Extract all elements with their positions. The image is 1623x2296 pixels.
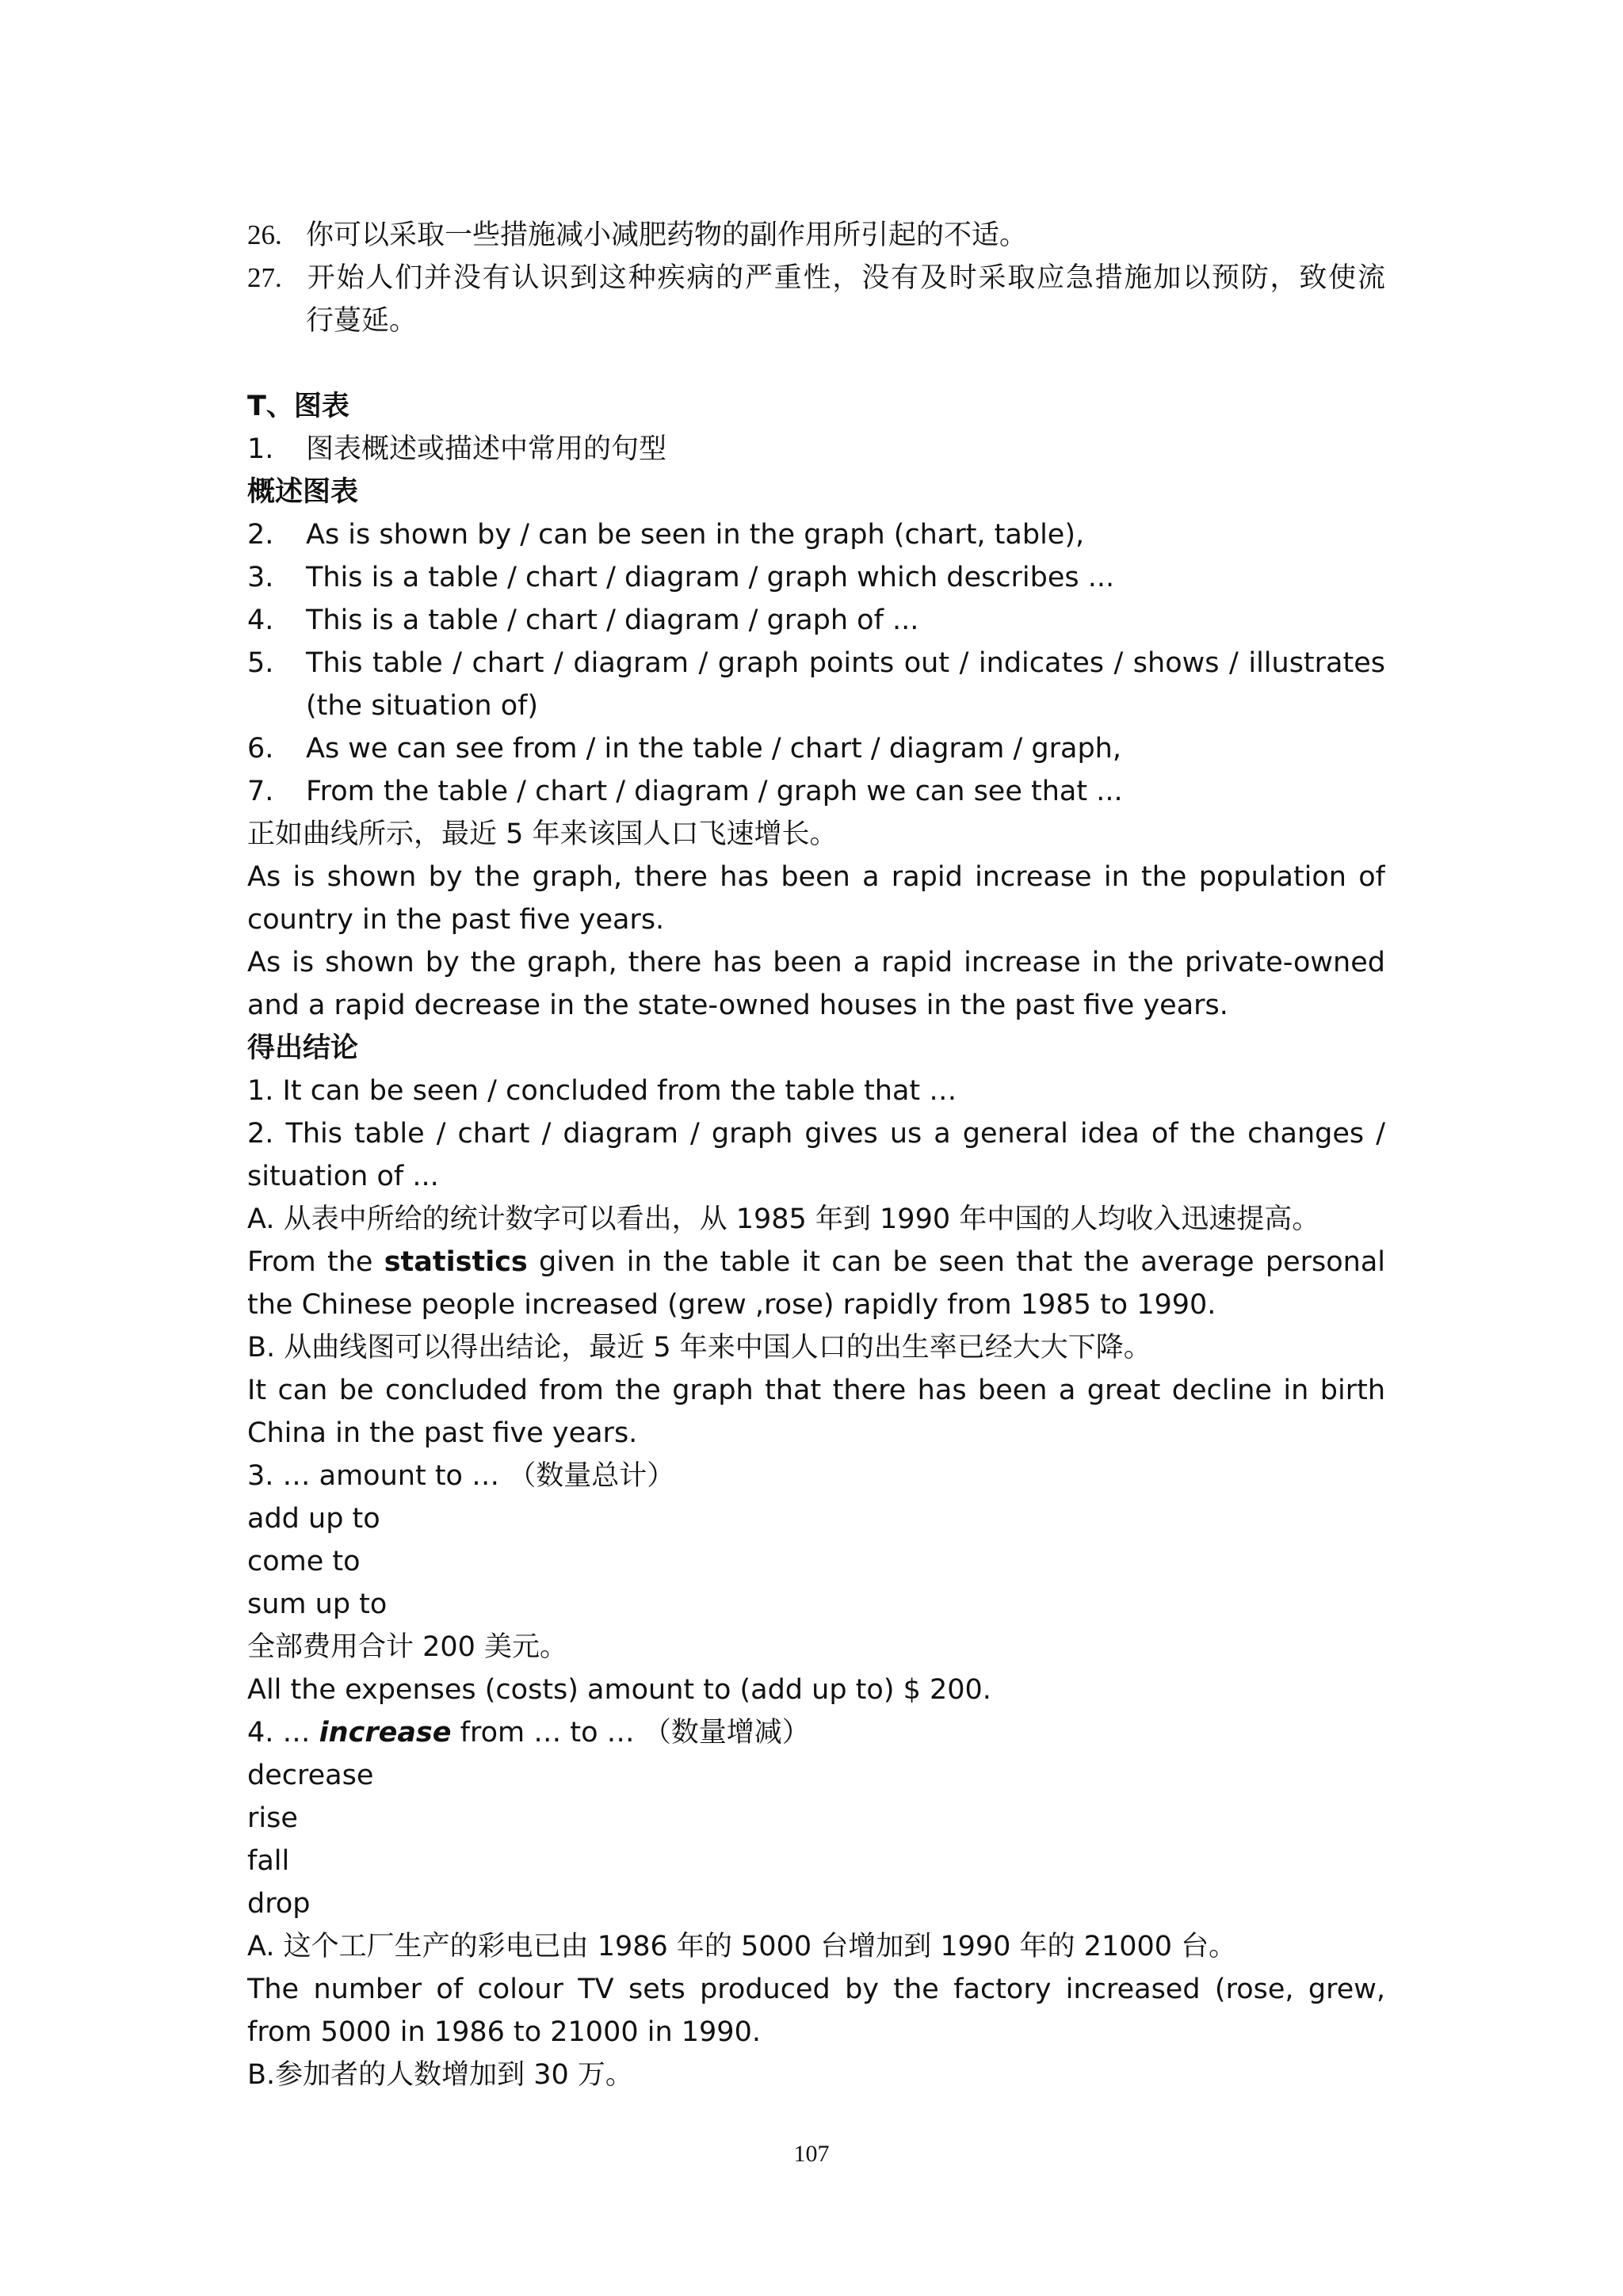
item-number: 3. (247, 562, 274, 593)
synonym-item: fall (247, 1845, 290, 1877)
item-text: As we can see from / in the table / chart / diagram / graph, (306, 733, 1121, 765)
item-text: This is a table / chart / diagram / graph which describes ... (306, 562, 1115, 593)
synonym-item: decrease (247, 1760, 374, 1791)
example-en-1-line-1: As is shown by the graph, there has been a rapid increase in the population of (247, 861, 1385, 893)
item-number: 2. (247, 519, 274, 551)
item-text: This is a table / chart / diagram / graph of ... (306, 605, 919, 636)
item-number: 6. (247, 733, 274, 765)
example-en-2-line-2: and a rapid decrease in the state-owned houses in the past five years. (247, 990, 1228, 1021)
list-item-5-continued: (the situation of) (306, 690, 539, 722)
increase-example-a-zh: A. 这个工厂生产的彩电已由 1986 年的 5000 台增加到 1990 年的 21000 台。 (247, 1931, 1237, 1962)
conclusion-example-a-zh: A. 从表中所给的统计数字可以看出，从 1985 年到 1990 年中国的人均收入迅速提高。 (247, 1203, 1320, 1235)
list-item-6 (247, 727, 1385, 770)
conclusion-item-2-line-1: 2. This table / chart / diagram / graph gives us a general idea of the changes / (247, 1118, 1385, 1150)
item-number: 27. (247, 262, 282, 293)
amount-heading: 3. … amount to … （数量总计） (247, 1460, 675, 1492)
item-text: From the table / chart / diagram / graph we can see that ... (306, 776, 1123, 807)
item-text: 开始人们并没有认识到这种疾病的严重性，没有及时采取应急措施加以预防，致使流 (306, 262, 1385, 294)
list-item-7 (247, 770, 1385, 813)
increase-example-b-zh: B.参加者的人数增加到 30 万。 (247, 2059, 633, 2091)
synonym-item: sum up to (247, 1589, 388, 1620)
list-item-5 (247, 642, 1385, 685)
emphasis-word: increase (319, 1717, 452, 1749)
item-number: 4. (247, 605, 274, 636)
synonym-item: drop (247, 1888, 311, 1920)
text-run: from … to … （数量增减） (451, 1717, 810, 1749)
conclusion-example-b-en-line-1: It can be concluded from the graph that there has been a great decline in birth (247, 1375, 1385, 1406)
amount-example-zh: 全部费用合计 200 美元。 (247, 1631, 568, 1663)
text-run: given in the table it can be seen that the average personal (539, 1246, 1385, 1278)
synonym-item: add up to (247, 1503, 380, 1535)
conclusion-example-b-zh: B. 从曲线图可以得出结论，最近 5 年来中国人口的出生率已经大大下降。 (247, 1332, 1151, 1363)
page-content (247, 214, 1385, 2096)
item-number: 5. (247, 647, 274, 679)
emphasis-word: statistics (384, 1246, 528, 1278)
heading-conclusion: 得出结论 (247, 1032, 359, 1064)
item-number: 7. (247, 776, 274, 807)
list-item-26 (247, 214, 1385, 257)
conclusion-item-1: 1. It can be seen / concluded from the table that … (247, 1075, 957, 1107)
list-item-1 (247, 428, 1385, 471)
text-run: 4. … (247, 1717, 319, 1749)
list-item-27 (247, 257, 1385, 299)
increase-example-a-en-line-2: from 5000 in 1986 to 21000 in 1990. (247, 2016, 761, 2048)
item-number: 26. (247, 219, 282, 250)
example-zh: 正如曲线所示，最近 5 年来该国人口飞速增长。 (247, 818, 838, 850)
synonym-item: come to (247, 1546, 361, 1577)
increase-heading (247, 1711, 1385, 1754)
text-run: From the (247, 1246, 384, 1278)
example-en-1-line-2: country in the past five years. (247, 904, 665, 936)
conclusion-item-2-line-2: situation of ... (247, 1161, 439, 1192)
item-text: This table / chart / diagram / graph points out / indicates / shows / illustrates (306, 647, 1385, 679)
list-item-2 (247, 513, 1385, 556)
amount-example-en: All the expenses (costs) amount to (add up to) $ 200. (247, 1674, 991, 1706)
item-number: 1. (247, 433, 274, 465)
page-number: 107 (793, 2141, 830, 2167)
item-text: 你可以采取一些措施减小减肥药物的副作用所引起的不适。 (306, 219, 1028, 251)
synonym-item: rise (247, 1802, 298, 1834)
conclusion-example-b-en-line-2: China in the past five years. (247, 1417, 638, 1449)
conclusion-example-a-en-line-1 (247, 1241, 1385, 1283)
example-en-2-line-1: As is shown by the graph, there has been a rapid increase in the private-owned (247, 947, 1385, 978)
section-title: T、图表 (247, 391, 349, 422)
item-text: 图表概述或描述中常用的句型 (306, 433, 667, 465)
list-item-3 (247, 556, 1385, 599)
conclusion-example-a-en-line-2: the Chinese people increased (grew ,rose) rapidly from 1985 to 1990. (247, 1289, 1216, 1321)
spacer (247, 342, 1385, 385)
list-item-4 (247, 599, 1385, 642)
heading-overview: 概述图表 (247, 476, 359, 508)
list-item-27-continued: 行蔓延。 (306, 305, 418, 337)
increase-example-a-en-line-1: The number of colour TV sets produced by the factory increased (rose, grew, (247, 1974, 1385, 2005)
item-text: As is shown by / can be seen in the graph (chart, table), (306, 519, 1085, 551)
